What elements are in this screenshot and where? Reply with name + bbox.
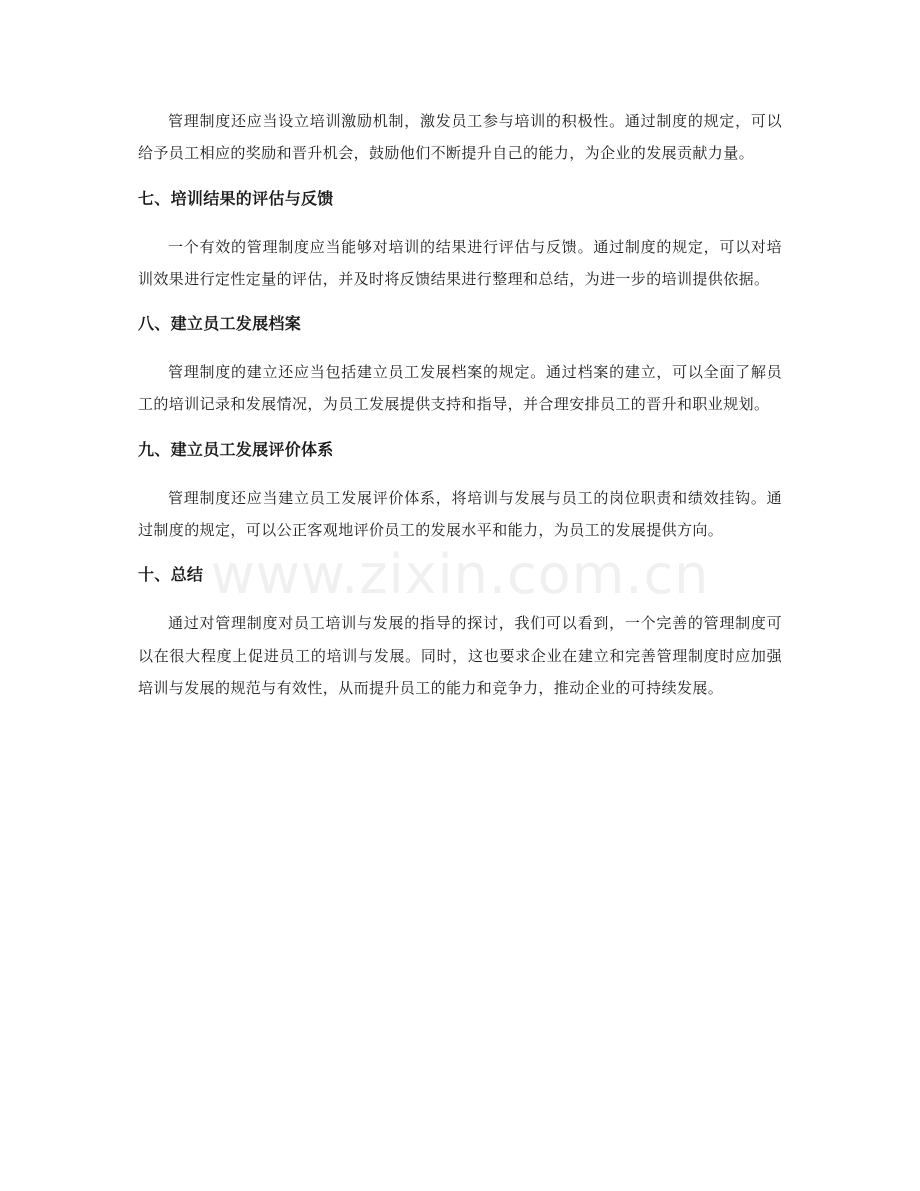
section-heading-9: 九、建立员工发展评价体系 <box>138 439 334 459</box>
paragraph-evaluation-feedback: 一个有效的管理制度应当能够对培训的结果进行评估与反馈。通过制度的规定，可以对培训效果进行定性定量的评估，并及时将反馈结果进行整理和总结，为进一步的培训提供依据。 <box>138 237 782 288</box>
section-heading-7: 七、培训结果的评估与反馈 <box>138 188 334 208</box>
section-heading-10: 十、总结 <box>138 565 204 585</box>
document-body <box>138 105 782 704</box>
paragraph-training-incentives: 管理制度还应当设立培训激励机制，激发员工参与培训的积极性。通过制度的规定，可以给予员工相应的奖励和晋升机会，鼓励他们不断提升自己的能力，为企业的发展贡献力量。 <box>138 112 782 163</box>
paragraph-summary: 通过对管理制度对员工培训与发展的指导的探讨，我们可以看到，一个完善的管理制度可以在很大程度上促进员工的培训与发展。同时，这也要求企业在建立和完善管理制度时应加强培训与发展的规范与有效性，从而提升员工的能力和竞争力，推动企业的可持续发展。 <box>138 614 782 697</box>
section-heading-8: 八、建立员工发展档案 <box>138 314 302 334</box>
paragraph-evaluation-system: 管理制度还应当建立员工发展评价体系，将培训与发展与员工的岗位职责和绩效挂钩。通过制度的规定，可以公正客观地评价员工的发展水平和能力，为员工的发展提供方向。 <box>138 488 782 540</box>
paragraph-development-files: 管理制度的建立还应当包括建立员工发展档案的规定。通过档案的建立，可以全面了解员工的培训记录和发展情况，为员工发展提供支持和指导，并合理安排员工的晋升和职业规划。 <box>138 363 782 414</box>
watermark: www.zixin.com.cn <box>210 543 710 606</box>
